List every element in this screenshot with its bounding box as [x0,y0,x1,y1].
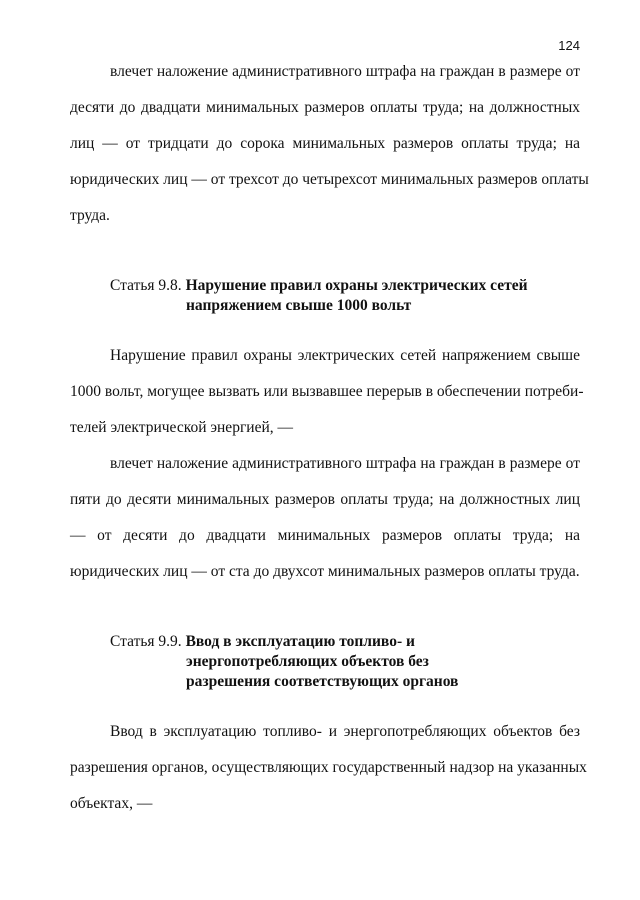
paragraph-line: объектах, — [70,795,153,812]
paragraph-line: разрешения органов, осуществляющих государственный надзор на указанных [70,759,587,776]
paragraph-line: труда. [70,207,110,224]
article-title: Нарушение правил охраны электрических сетей [185,277,528,294]
article-title: энергопотребляющих объектов без [186,653,429,670]
paragraph-line: Нарушение правил охраны электрических сетей напряжением свыше [110,347,580,364]
paragraph-line: лиц — от тридцати до сорока минимальных размеров оплаты труда; на [70,135,580,152]
article-title: Ввод в эксплуатацию топливо- и [185,633,415,650]
article-heading-cont [186,652,429,672]
page-number: 124 [558,38,580,53]
article-number: Статья 9.9. [110,633,182,650]
paragraph-line: юридических лиц — от ста до двухсот минимальных размеров оплаты труда. [70,563,580,580]
article-heading [110,276,528,296]
paragraph-line: пяти до десяти минимальных размеров оплаты труда; на должностных лиц [70,491,580,508]
paragraph-line: телей электрической энергией, — [70,419,294,436]
paragraph-line: 1000 вольт, могущее вызвать или вызвавшее перерыв в обеспечении потреби- [70,383,584,400]
paragraph-line: влечет наложение административного штрафа на граждан в размере от [110,63,580,80]
article-heading [110,632,415,652]
paragraph-line: Ввод в эксплуатацию топливо- и энергопотребляющих объектов без [110,723,580,740]
article-title: напряжением свыше 1000 вольт [186,297,412,314]
article-title: разрешения соответствующих органов [186,673,459,690]
paragraph-line: юридических лиц — от трехсот до четырехсот минимальных размеров оплаты [70,171,589,188]
paragraph-line: — от десяти до двадцати минимальных размеров оплаты труда; на [70,527,580,544]
article-heading-cont [186,296,411,316]
paragraph-line: влечет наложение административного штрафа на граждан в размере от [110,455,580,472]
article-number: Статья 9.8. [110,277,182,294]
article-heading-cont [186,672,458,692]
paragraph-line: десяти до двадцати минимальных размеров оплаты труда; на должностных [70,99,580,116]
